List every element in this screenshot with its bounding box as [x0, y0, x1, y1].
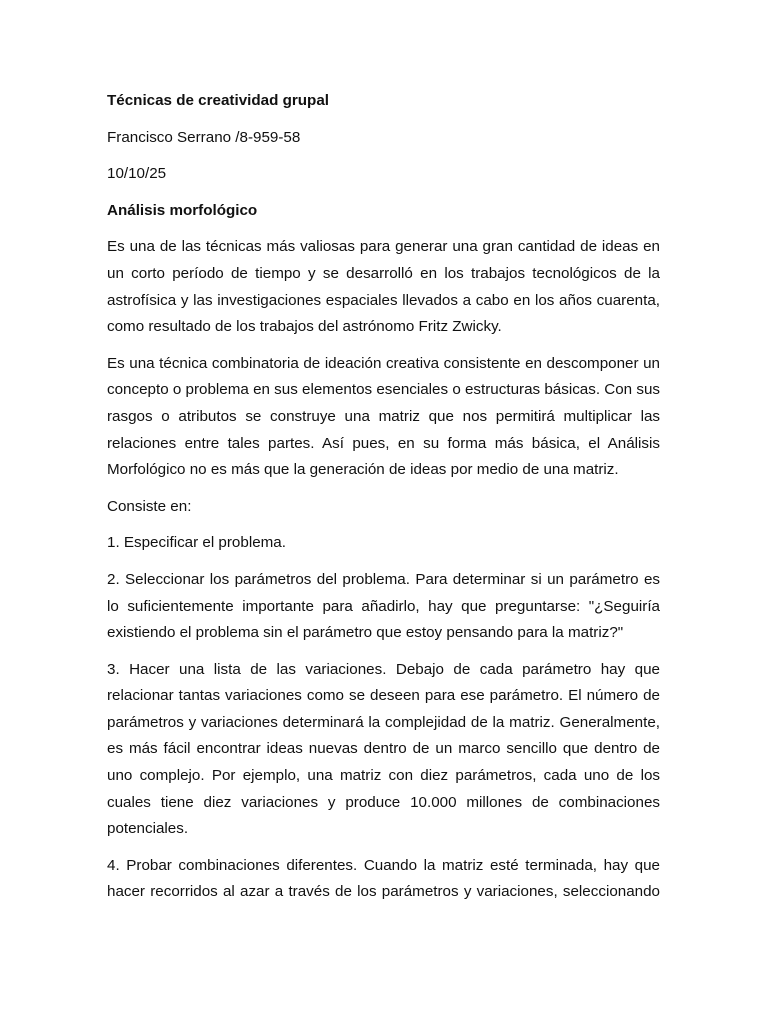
step-item: 2. Seleccionar los parámetros del problema. Para determinar si un parámetro es lo suficientemente importante para añadirlo, hay que preguntarse: "¿Seguiría existiendo el problema sin el parámetro que estoy pensando para la matriz?"	[107, 570, 660, 642]
paragraph-intro: Es una de las técnicas más valiosas para generar una gran cantidad de ideas en un corto período de tiempo y se desarrolló en los trabajos tecnológicos de la astrofísica y las investigaciones espaciales llevados a cabo en los años cuarenta, como resultado de los trabajos del astrónomo Fritz Zwicky.	[107, 238, 660, 336]
section-heading: Análisis morfológico	[107, 201, 258, 219]
steps-intro: Consiste en:	[107, 497, 192, 515]
document-page	[107, 88, 660, 906]
paragraph-definition: Es una técnica combinatoria de ideación creativa consistente en descomponer un concepto o problema en sus elementos esenciales o estructuras básicas. Con sus rasgos o atributos se construye una matriz que nos permitirá multiplicar las relaciones entre tales partes. Así pues, en su forma más básica, el Análisis Morfológico no es más que la generación de ideas por medio de una matriz.	[107, 354, 660, 479]
step-item: 4. Probar combinaciones diferentes. Cuando la matriz esté terminada, hay que hacer recorridos al azar a través de los parámetros y variaciones, seleccionando	[107, 856, 660, 901]
step-item: 3. Hacer una lista de las variaciones. Debajo de cada parámetro hay que relacionar tantas variaciones como se deseen para ese parámetro. El número de parámetros y variaciones determinará la complejidad de la matriz. Generalmente, es más fácil encontrar ideas nuevas dentro de un marco sencillo que dentro de uno complejo. Por ejemplo, una matriz con diez parámetros, cada uno de los cuales tiene diez variaciones y produce 10.000 millones de combinaciones potenciales.	[107, 660, 660, 838]
document-title: Técnicas de creatividad grupal	[107, 92, 329, 109]
step-item: 1. Especificar el problema.	[107, 534, 286, 552]
date-line: 10/10/25	[107, 165, 167, 183]
author-line: Francisco Serrano /8-959-58	[107, 128, 301, 146]
